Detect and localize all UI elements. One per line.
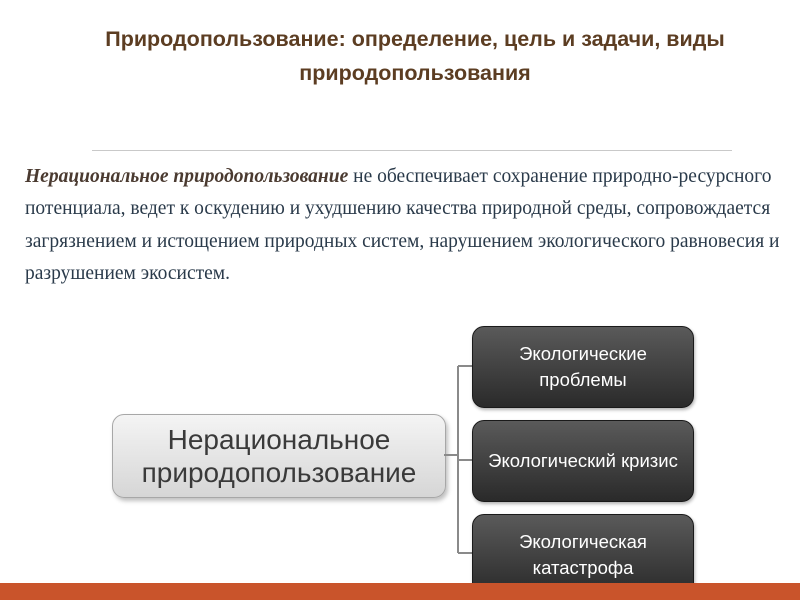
slide-title: Природопользование: определение, цель и задачи, виды природопользования bbox=[105, 27, 725, 85]
branch-box-problems: Экологические проблемы bbox=[472, 326, 694, 408]
divider bbox=[92, 150, 732, 151]
paragraph-lead: Нерациональное природопользование bbox=[25, 166, 349, 187]
paragraph-rest: не обеспечивает сохранение природно-ресурсного потенциала, ведет к оскудению и ухудшению качества природной среды, сопровождается загрязнением и истощением природных систем, нарушением экологического равновесия и разрушением экосистем. bbox=[25, 166, 780, 284]
body-paragraph bbox=[25, 161, 785, 290]
footer-bar bbox=[0, 583, 800, 600]
main-concept-box: Нерациональное природопользование bbox=[112, 414, 446, 498]
branch-box-crisis: Экологический кризис bbox=[472, 420, 694, 502]
branch-box-catastrophe: Экологическая катастрофа bbox=[472, 514, 694, 596]
connector-bracket bbox=[444, 360, 474, 560]
